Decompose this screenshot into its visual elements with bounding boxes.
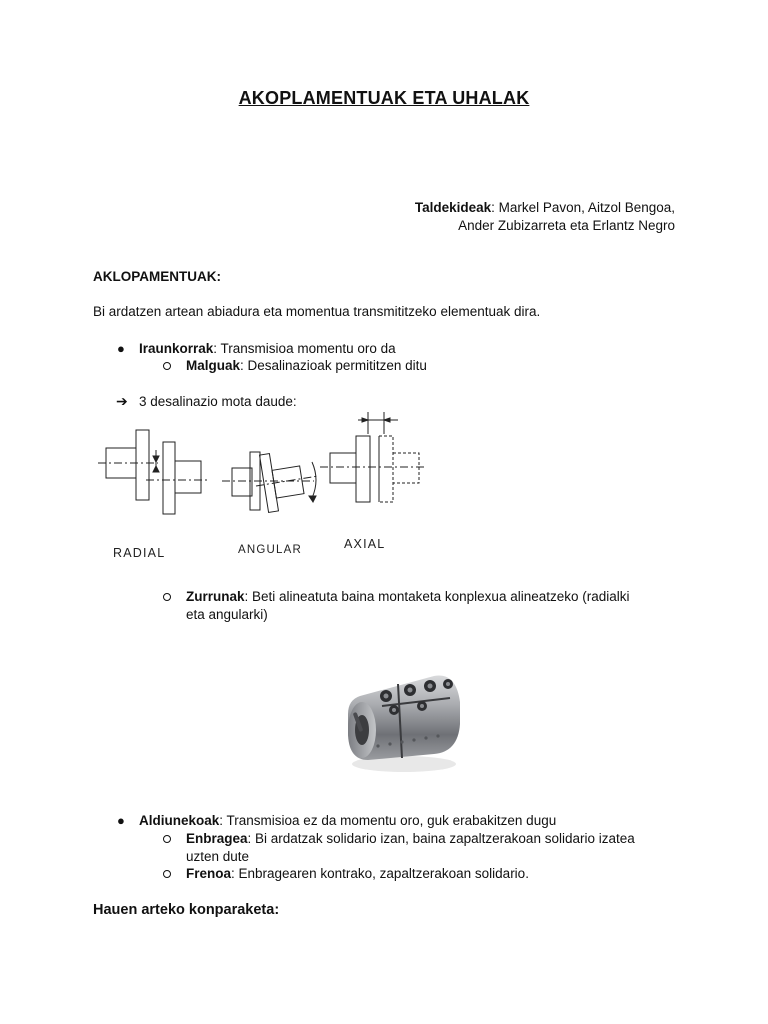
arrow-right-icon: ➔ <box>116 393 128 409</box>
authors-label: Taldekideak <box>414 200 492 215</box>
authors-names-2: Ander Zubizarreta eta Erlantz Negro <box>458 218 675 233</box>
term-enbragea: Enbragea <box>186 831 248 846</box>
circle-bullet-icon <box>163 362 171 370</box>
text-zurrunak: : Beti alineatuta baina montaketa konplexua alineatzeko (radialki <box>244 589 630 604</box>
term-frenoa: Frenoa <box>186 866 232 881</box>
text-desalinazio: 3 desalinazio mota daude: <box>139 394 297 409</box>
section-heading: AKLOPAMENTUAK: <box>93 269 221 284</box>
circle-bullet-icon <box>163 835 171 843</box>
bullet-icon: ● <box>117 341 125 356</box>
compare-heading: Hauen arteko konparaketa: <box>93 902 280 918</box>
intro-paragraph: Bi ardatzen artean abiadura eta momentua transmititzeko elementuak dira. <box>93 304 541 319</box>
label-radial: RADIAL <box>113 546 166 560</box>
text-iraunkorrak: : Transmisioa momentu oro da <box>213 341 396 356</box>
text-aldiunekoak: : Transmisioa ez da momentu oro, guk erabakitzen dugu <box>219 813 557 828</box>
authors-names-1: : Markel Pavon, Aitzol Bengoa, <box>491 200 675 215</box>
text-zurrunak-2: eta angularki) <box>186 607 268 622</box>
text-malguak: : Desalinazioak permititzen ditu <box>240 358 427 373</box>
term-iraunkorrak: Iraunkorrak <box>139 341 214 356</box>
bullet-icon: ● <box>117 813 125 828</box>
authors-line-1 <box>415 199 675 217</box>
term-zurrunak: Zurrunak <box>186 589 245 604</box>
rigid-coupling-image <box>338 662 466 776</box>
circle-bullet-icon <box>163 593 171 601</box>
axial-coupling-figure <box>320 412 426 502</box>
page-title: AKOPLAMENTUAK ETA UHALAK <box>238 88 530 108</box>
text-enbragea-2: uzten dute <box>186 849 250 864</box>
text-frenoa: : Enbragearen kontrako, zapaltzerakoan solidario. <box>231 866 529 881</box>
text-enbragea: : Bi ardatzak solidario izan, baina zapaltzerakoan solidario izatea <box>247 831 635 846</box>
term-aldiunekoak: Aldiunekoak <box>139 813 220 828</box>
label-angular: ANGULAR <box>238 544 302 556</box>
term-malguak: Malguak <box>186 358 241 373</box>
angular-coupling-figure <box>222 452 318 512</box>
label-axial: AXIAL <box>344 537 386 551</box>
radial-coupling-figure <box>98 430 210 514</box>
circle-bullet-icon <box>163 870 171 878</box>
authors-block <box>415 199 675 235</box>
